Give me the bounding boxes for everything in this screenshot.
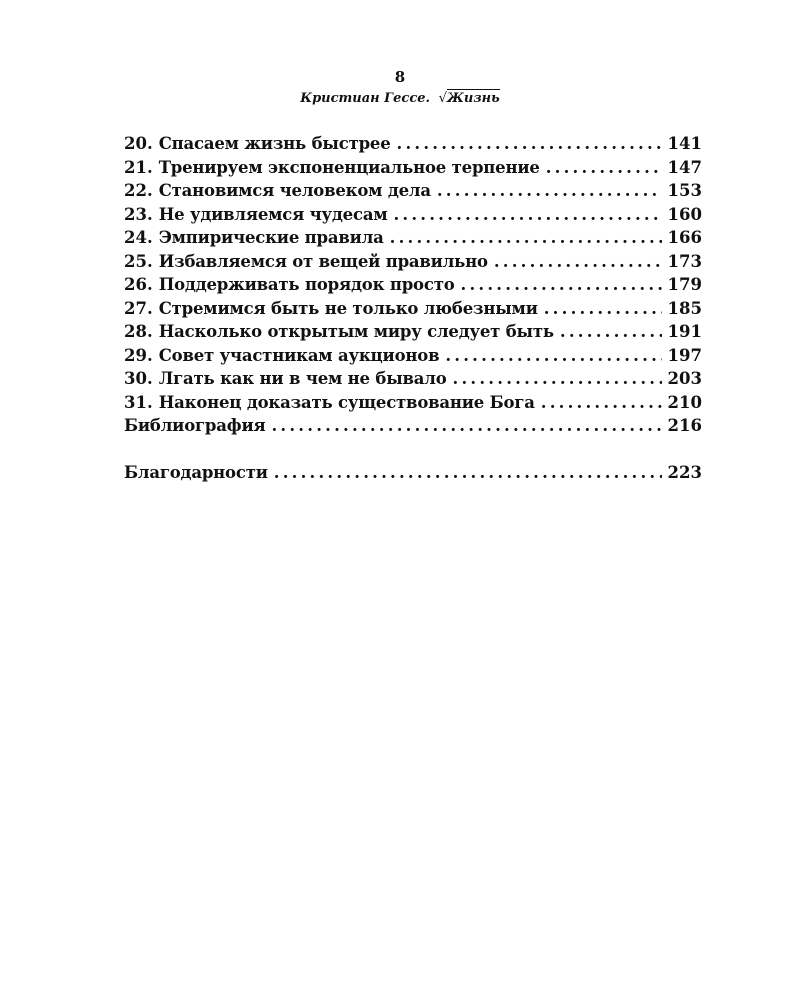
toc-entry-page: 147 [667, 157, 702, 177]
toc-entry-number: 31. [124, 392, 153, 412]
toc-entry-number: 30. [124, 369, 153, 388]
toc-entry-page: 179 [667, 275, 702, 294]
toc-entry-page: 191 [667, 322, 702, 341]
toc-entry-number: 20. [124, 134, 153, 153]
toc-entry-title: Не удивляемся чудесам [158, 204, 388, 224]
toc-dot-leader [271, 416, 661, 435]
toc-entry-21 [124, 158, 702, 182]
toc-dot-leader [393, 205, 661, 224]
page-number: 8 [394, 68, 406, 86]
toc-entry-bibliography [124, 416, 702, 440]
toc-entry-number: 21. [124, 157, 153, 177]
toc-entry-26 [124, 275, 702, 299]
toc-entry-28 [124, 322, 702, 346]
toc-dot-leader [397, 134, 662, 153]
toc-entry-24 [124, 228, 702, 252]
table-of-contents [124, 134, 702, 487]
toc-entry-title: Стремимся быть не только любезными [158, 298, 538, 318]
toc-dot-leader [453, 369, 662, 388]
toc-entry-title: Становимся человеком дела [158, 181, 431, 200]
toc-entry-title: Наконец доказать существование Бога [158, 392, 535, 412]
toc-entry-page: 210 [667, 392, 702, 412]
toc-dot-leader [494, 252, 662, 271]
toc-entry-number: 29. [124, 345, 153, 365]
toc-entry-30 [124, 369, 702, 393]
toc-entry-page: 203 [667, 369, 702, 388]
toc-entry-title: Избавляемся от вещей правильно [158, 251, 488, 271]
toc-entry-number: 22. [124, 181, 153, 200]
running-head [0, 91, 800, 106]
toc-dot-leader [274, 463, 662, 482]
toc-entry-number: 28. [124, 322, 153, 341]
running-head-title: Жизнь [446, 91, 500, 106]
toc-entry-page: 185 [667, 298, 702, 318]
toc-dot-leader [461, 275, 662, 294]
toc-entry-27 [124, 299, 702, 323]
toc-entry-page: 197 [667, 345, 702, 365]
toc-entry-number: 23. [124, 204, 153, 224]
toc-dot-leader [544, 299, 662, 318]
sqrt-symbol-icon: √ [438, 91, 447, 106]
toc-entry-31 [124, 393, 702, 417]
toc-entry-29 [124, 346, 702, 370]
running-head-author: Кристиан Гессе. [300, 91, 431, 106]
toc-entry-title: Благодарности [124, 463, 268, 482]
toc-entry-title: Тренируем экспоненциальное терпение [158, 157, 540, 177]
toc-entry-title: Эмпирические правила [158, 228, 384, 247]
toc-entry-page: 223 [667, 463, 702, 482]
toc-entry-title: Поддерживать порядок просто [158, 275, 455, 294]
toc-dot-leader [560, 322, 662, 341]
toc-entry-page: 216 [667, 416, 702, 435]
toc-entry-page: 166 [667, 228, 702, 247]
toc-entry-page: 153 [667, 181, 702, 200]
toc-dot-leader [437, 181, 662, 200]
toc-entry-page: 141 [667, 134, 702, 153]
toc-entry-20 [124, 134, 702, 158]
toc-entry-title: Лгать как ни в чем не бывало [158, 369, 447, 388]
toc-entry-title: Насколько открытым миру следует быть [158, 322, 554, 341]
toc-entry-title: Спасаем жизнь быстрее [158, 134, 391, 153]
toc-entry-acknowledgements [124, 463, 702, 487]
toc-entry-number: 24. [124, 228, 153, 247]
toc-entry-25 [124, 252, 702, 276]
toc-entry-page: 173 [667, 251, 702, 271]
toc-entry-22 [124, 181, 702, 205]
toc-dot-leader [546, 158, 662, 177]
toc-dot-leader [390, 228, 662, 247]
toc-dot-leader [445, 346, 661, 365]
toc-entry-number: 27. [124, 298, 153, 318]
toc-entry-23 [124, 205, 702, 229]
toc-entry-title: Совет участникам аукционов [158, 345, 440, 365]
toc-dot-leader [541, 393, 662, 412]
toc-entry-number: 25. [124, 251, 153, 271]
toc-entry-title: Библиография [124, 416, 266, 435]
toc-entry-page: 160 [667, 204, 702, 224]
toc-entry-number: 26. [124, 275, 153, 294]
